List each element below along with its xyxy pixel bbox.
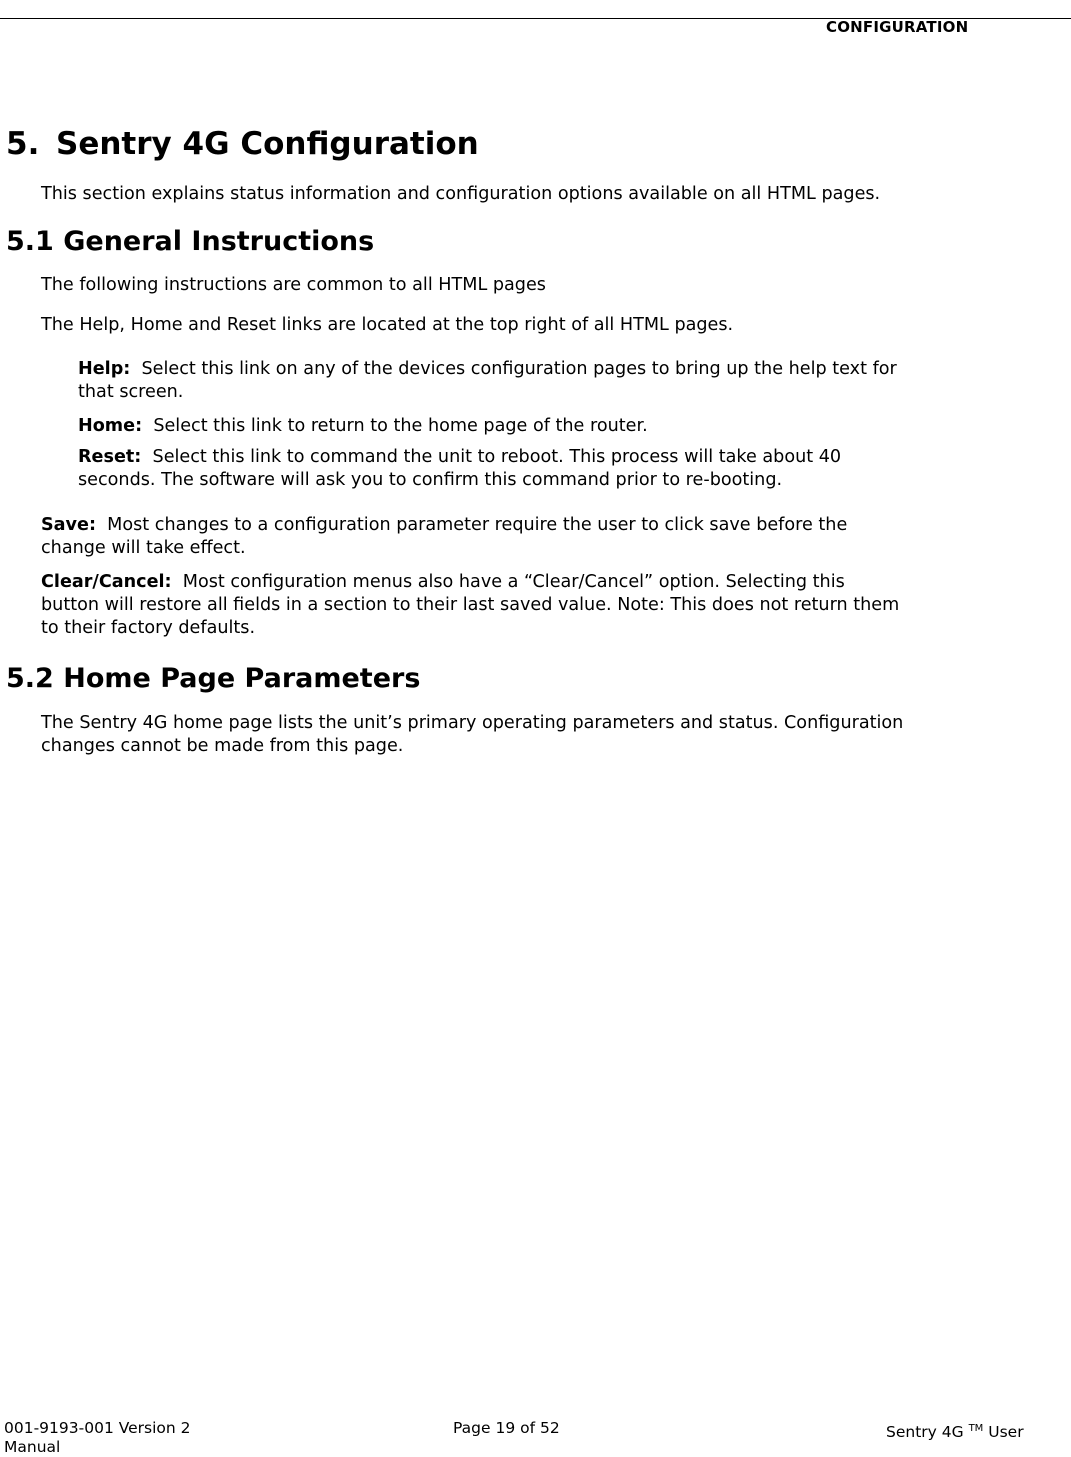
chapter-title: Sentry 4G Configuration [56,126,479,162]
reset-label: Reset: [78,447,142,467]
reset-text-line-1: Select this link to command the unit to reboot. This process will take about 40 [152,447,842,467]
section-heading-general: 5.1 General Instructions [6,226,375,257]
help-text-line-2: that screen. [78,382,184,402]
reset-text-line-2: seconds. The software will ask you to confirm this command prior to re-booting. [78,470,783,490]
save-text-line-1: Most changes to a configuration parameter require the user to click save before the [107,515,848,535]
home-text: Select this link to return to the home page of the router. [153,416,648,436]
help-text-line-1: Select this link on any of the devices configuration pages to bring up the help text for [141,359,897,379]
footer-product-suffix: User [988,1423,1024,1441]
clear-cancel-item [41,571,899,640]
chapter-number: 5. [6,126,40,162]
home-page-description [41,712,903,758]
footer-version: 001-9193-001 Version 2 [4,1419,191,1437]
home-page-line-2: changes cannot be made from this page. [41,736,404,756]
header-rule [0,18,1071,36]
footer-product-name: Sentry 4G [886,1423,964,1441]
footer-page-number: Page 19 of 52 [453,1419,560,1437]
footer-product [886,1419,1024,1442]
chapter-heading [6,126,479,162]
help-item [78,358,897,404]
home-item [78,415,648,438]
trademark-mark: TM [968,1423,984,1434]
footer-manual: Manual [4,1438,61,1456]
footer-doc-id [4,1419,191,1457]
save-text-line-2: change will take effect. [41,538,246,558]
reset-item [78,446,841,492]
chapter-intro: This section explains status information and configuration options available on all HTML pages. [41,184,881,204]
clear-cancel-text-line-2: button will restore all fields in a section to their last saved value. Note: This does not return them [41,595,900,615]
clear-cancel-text-line-3: to their factory defaults. [41,618,256,638]
section-heading-home: 5.2 Home Page Parameters [6,663,421,694]
home-label: Home: [78,416,143,436]
general-paragraph-2: The Help, Home and Reset links are located at the top right of all HTML pages. [41,315,734,335]
help-label: Help: [78,359,131,379]
home-page-line-1: The Sentry 4G home page lists the unit’s primary operating parameters and status. Configuration [41,713,904,733]
clear-cancel-label: Clear/Cancel: [41,572,172,592]
clear-cancel-text-line-1: Most configuration menus also have a “Clear/Cancel” option. Selecting this [182,572,845,592]
running-header: CONFIGURATION [826,18,969,36]
general-paragraph-1: The following instructions are common to all HTML pages [41,275,546,295]
save-label: Save: [41,515,96,535]
save-item [41,514,847,560]
